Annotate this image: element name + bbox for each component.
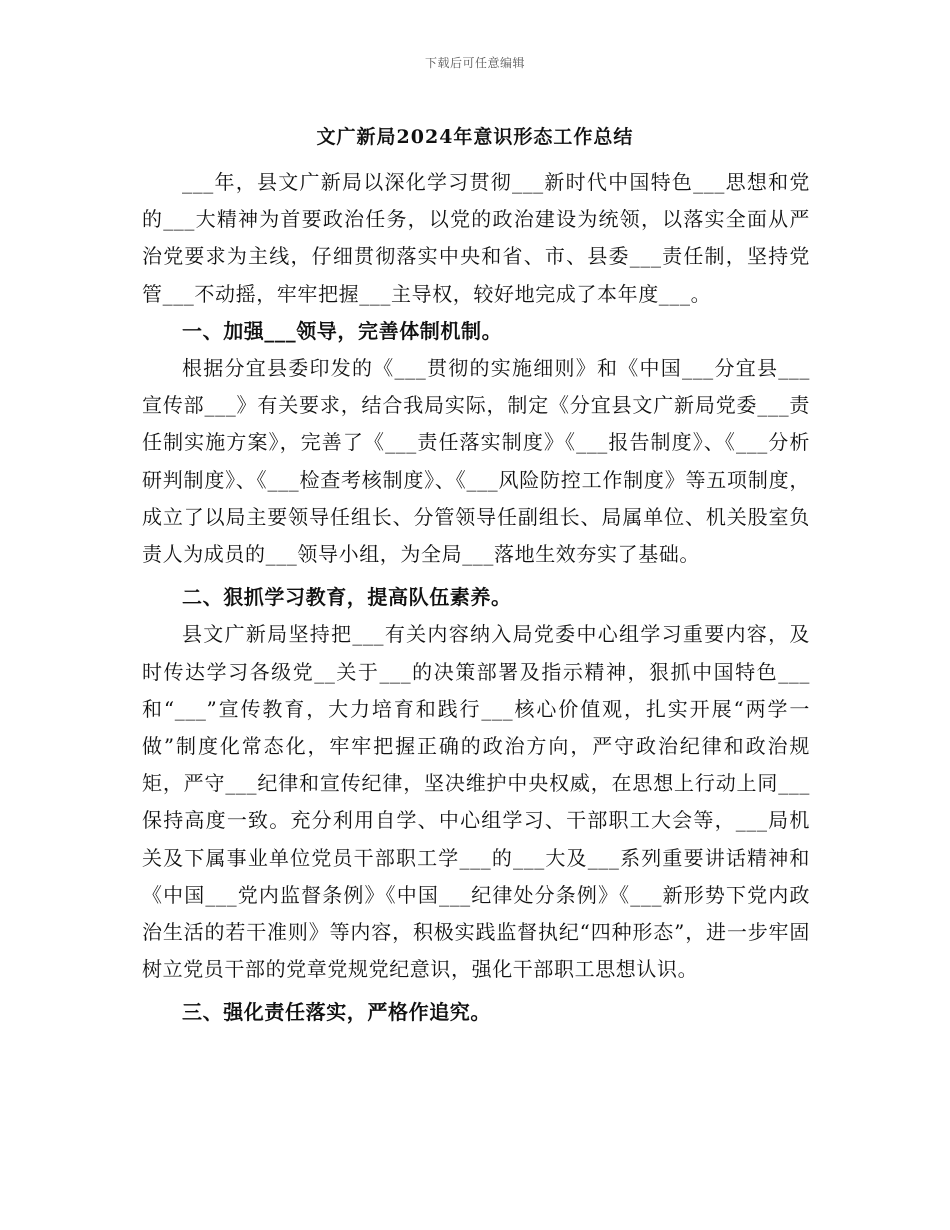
- document-body: [142, 164, 810, 1032]
- paragraph-section-1: 根据分宜县委印发的《___贯彻的实施细则》和《中国___分宜县___宣传部___》有关要求，结合我局实际，制定《分宜县文广新局党委___责任制实施方案》，完善了《___责任落实制度》《___报告制度》、《___分析研判制度》、《___检查考核制度》、《___风险防控工作制度》等五项制度，成立了以局主要领导任组长、分管领导任副组长、局属单位、机关股室负责人为成员的___领导小组，为全局___落地生效夯实了基础。: [142, 356, 810, 567]
- paragraph-section-2: 县文广新局坚持把___有关内容纳入局党委中心组学习重要内容，及时传达学习各级党__关于___的决策部署及指示精神，狠抓中国特色___和“___”宣传教育，大力培育和践行___核心价值观，扎实开展“两学一做”制度化常态化，牢牢把握正确的政治方向，严守政治纪律和政治规矩，严守___纪律和宣传纪律，坚决维护中央权威，在思想上行动上同___保持高度一致。充分利用自学、中心组学习、干部职工大会等，___局机关及下属事业单位党员干部职工学___的___大及___系列重要讲话精神和《中国___党内监督条例》《中国___纪律处分条例》《___新形势下党内政治生活的若干准则》等内容，积极实践监督执纪“四种形态”，进一步牢固树立党员干部的党章党规党纪意识，强化干部职工思想认识。: [142, 622, 810, 982]
- section-heading-3: 三、强化责任落实，严格作追究。: [182, 1000, 491, 1025]
- paragraph-intro: ___年，县文广新局以深化学习贯彻___新时代中国特色___思想和党的___大精神为首要政治任务，以党的政治建设为统领，以落实全面从严治党要求为主线，仔细贯彻落实中央和省、市、县委___责任制，坚持党管___不动摇，牢牢把握___主导权，较好地完成了本年度___。: [142, 170, 810, 306]
- header-note: 下载后可任意编辑: [424, 56, 525, 70]
- section-heading-2: 二、狠抓学习教育，提高队伍素养。: [182, 585, 512, 610]
- document-title: 文广新局2024年意识形态工作总结: [316, 126, 634, 148]
- section-heading-1: 一、加强___领导，完善体制机制。: [182, 318, 503, 343]
